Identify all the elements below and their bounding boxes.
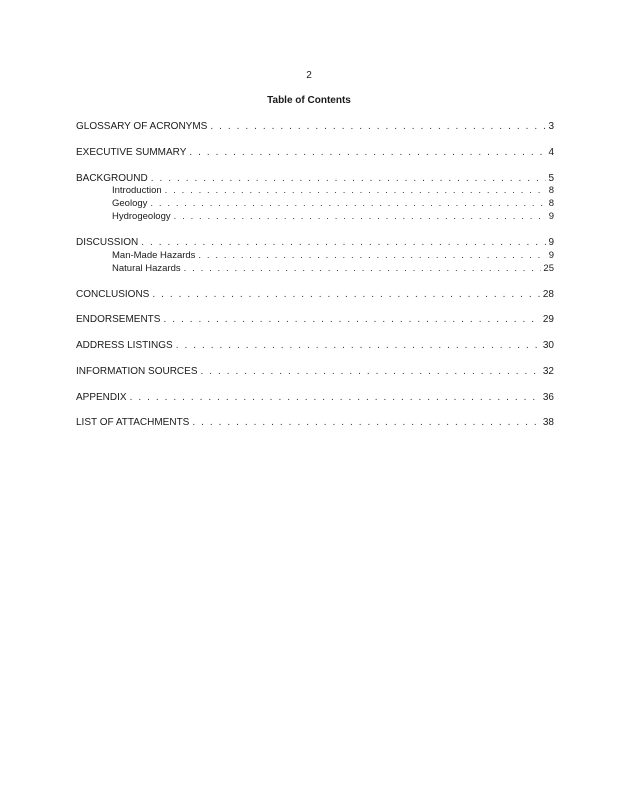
toc-entry-page: 25 [543, 263, 554, 274]
toc-entry-geology [112, 198, 554, 210]
toc-entry-label: LIST OF ATTACHMENTS [76, 417, 190, 428]
toc-entry-page: 3 [548, 121, 554, 132]
dot-leader [141, 237, 546, 249]
toc-entry-label: ADDRESS LISTINGS [76, 340, 173, 351]
toc-entry-label: CONCLUSIONS [76, 289, 150, 300]
toc-title: Table of Contents [267, 95, 351, 106]
toc-entry-page: 9 [548, 237, 554, 248]
dot-leader [130, 392, 541, 404]
toc-entry-label: BACKGROUND [76, 173, 148, 184]
toc-entry-man-made-hazards [112, 250, 554, 262]
toc-entry-page: 32 [542, 366, 554, 377]
toc-entry-page: 9 [548, 250, 554, 261]
toc-entry-label: GLOSSARY OF ACRONYMS [76, 121, 208, 132]
dot-leader [184, 263, 542, 275]
toc-entry-label: Natural Hazards [112, 263, 181, 274]
toc-entry-label: DISCUSSION [76, 237, 139, 248]
toc-entry-label: Introduction [112, 185, 162, 196]
dot-leader [165, 185, 547, 197]
toc-entry-conclusions [76, 289, 554, 301]
dot-leader [176, 340, 541, 352]
toc-entry-page: 36 [542, 392, 554, 403]
toc-entry-introduction [112, 185, 554, 197]
toc-entry-discussion [76, 237, 554, 249]
dot-leader [151, 173, 547, 185]
toc-entry-label: Geology [112, 198, 148, 209]
toc-entry-background [76, 173, 554, 185]
toc-entry-information-sources [76, 366, 554, 378]
toc-entry-page: 38 [542, 417, 554, 428]
toc-entry-label: APPENDIX [76, 392, 127, 403]
toc-entry-label: EXECUTIVE SUMMARY [76, 147, 187, 158]
dot-leader [152, 289, 541, 301]
toc-entry-page: 9 [548, 211, 554, 222]
dot-leader [150, 198, 546, 210]
dot-leader [198, 250, 546, 262]
page-number: 2 [306, 70, 312, 81]
toc-entry-executive-summary [76, 147, 554, 159]
toc-entry-hydrogeology [112, 211, 554, 223]
dot-leader [210, 121, 546, 133]
toc-entry-label: ENDORSEMENTS [76, 314, 161, 325]
toc-entry-label: INFORMATION SOURCES [76, 366, 198, 377]
dot-leader [174, 211, 547, 223]
toc-entry-appendix [76, 392, 554, 404]
toc-entry-list-of-attachments [76, 417, 554, 429]
toc-entry-page: 30 [542, 340, 554, 351]
toc-entry-page: 29 [542, 314, 554, 325]
dot-leader [200, 366, 540, 378]
dot-leader [163, 314, 540, 326]
toc-entry-page: 4 [548, 147, 554, 158]
dot-leader [189, 147, 546, 159]
toc-entry-label: Hydrogeology [112, 211, 171, 222]
toc-entry-label: Man-Made Hazards [112, 250, 196, 261]
toc-entry-endorsements [76, 314, 554, 326]
toc-entry-page: 5 [548, 173, 554, 184]
toc-entry-page: 8 [548, 198, 554, 209]
toc-entry-glossary-of-acronyms [76, 121, 554, 133]
dot-leader [192, 417, 541, 429]
toc-entry-address-listings [76, 340, 554, 352]
toc-entry-page: 8 [548, 185, 554, 196]
toc-entry-page: 28 [542, 289, 554, 300]
toc-entry-natural-hazards [112, 263, 554, 275]
